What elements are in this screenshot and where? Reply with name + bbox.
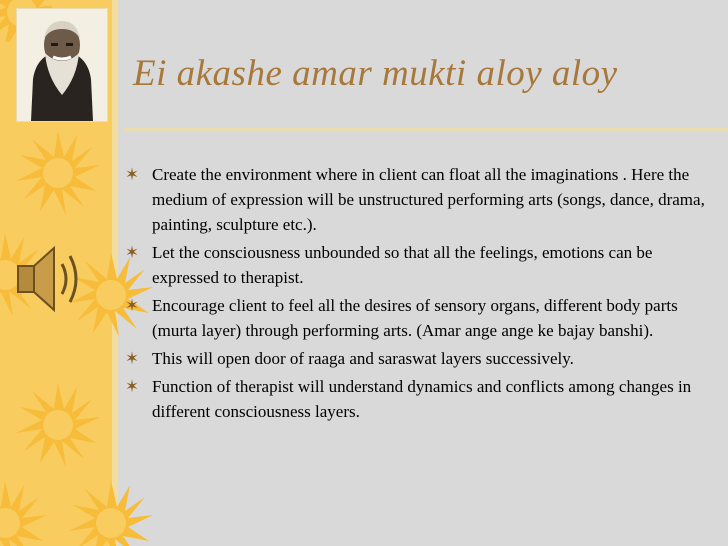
bullet-list [122, 162, 720, 427]
speaker-icon[interactable] [10, 240, 92, 316]
four-point-star-icon: ✶ [124, 165, 140, 184]
four-point-star-icon: ✶ [124, 349, 140, 368]
bullet-text: Let the consciousness unbounded so that all the feelings, emotions can be expressed to therapist. [152, 243, 653, 287]
list-item [122, 162, 720, 237]
list-item [122, 293, 720, 343]
bearded-man-portrait [17, 9, 107, 121]
bullet-text: Create the environment where in client can float all the imaginations . Here the medium of expression will be unstructured performing arts (songs, dance, drama, painting, sculpture etc.). [152, 165, 705, 234]
bullet-text: Function of therapist will understand dynamics and conflicts among changes in different consciousness layers. [152, 377, 692, 421]
sun-icon [13, 128, 103, 218]
sun-icon [66, 478, 156, 546]
bullet-text: This will open door of raaga and saraswat layers successively. [152, 349, 574, 368]
slide-title: Ei akashe amar mukti aloy aloy [133, 53, 618, 94]
four-point-star-icon: ✶ [124, 243, 140, 262]
title-divider [124, 128, 728, 131]
four-point-star-icon: ✶ [124, 296, 140, 315]
bullet-text: Encourage client to feel all the desires of sensory organs, different body parts (murta layer) through performing arts. (Amar ange ange ke bajay banshi). [152, 296, 678, 340]
four-point-star-icon: ✶ [124, 377, 140, 396]
list-item [122, 346, 720, 371]
list-item [122, 240, 720, 290]
sun-icon [13, 380, 103, 470]
list-item [122, 374, 720, 424]
portrait-image [16, 8, 108, 122]
sun-icon [0, 478, 50, 546]
